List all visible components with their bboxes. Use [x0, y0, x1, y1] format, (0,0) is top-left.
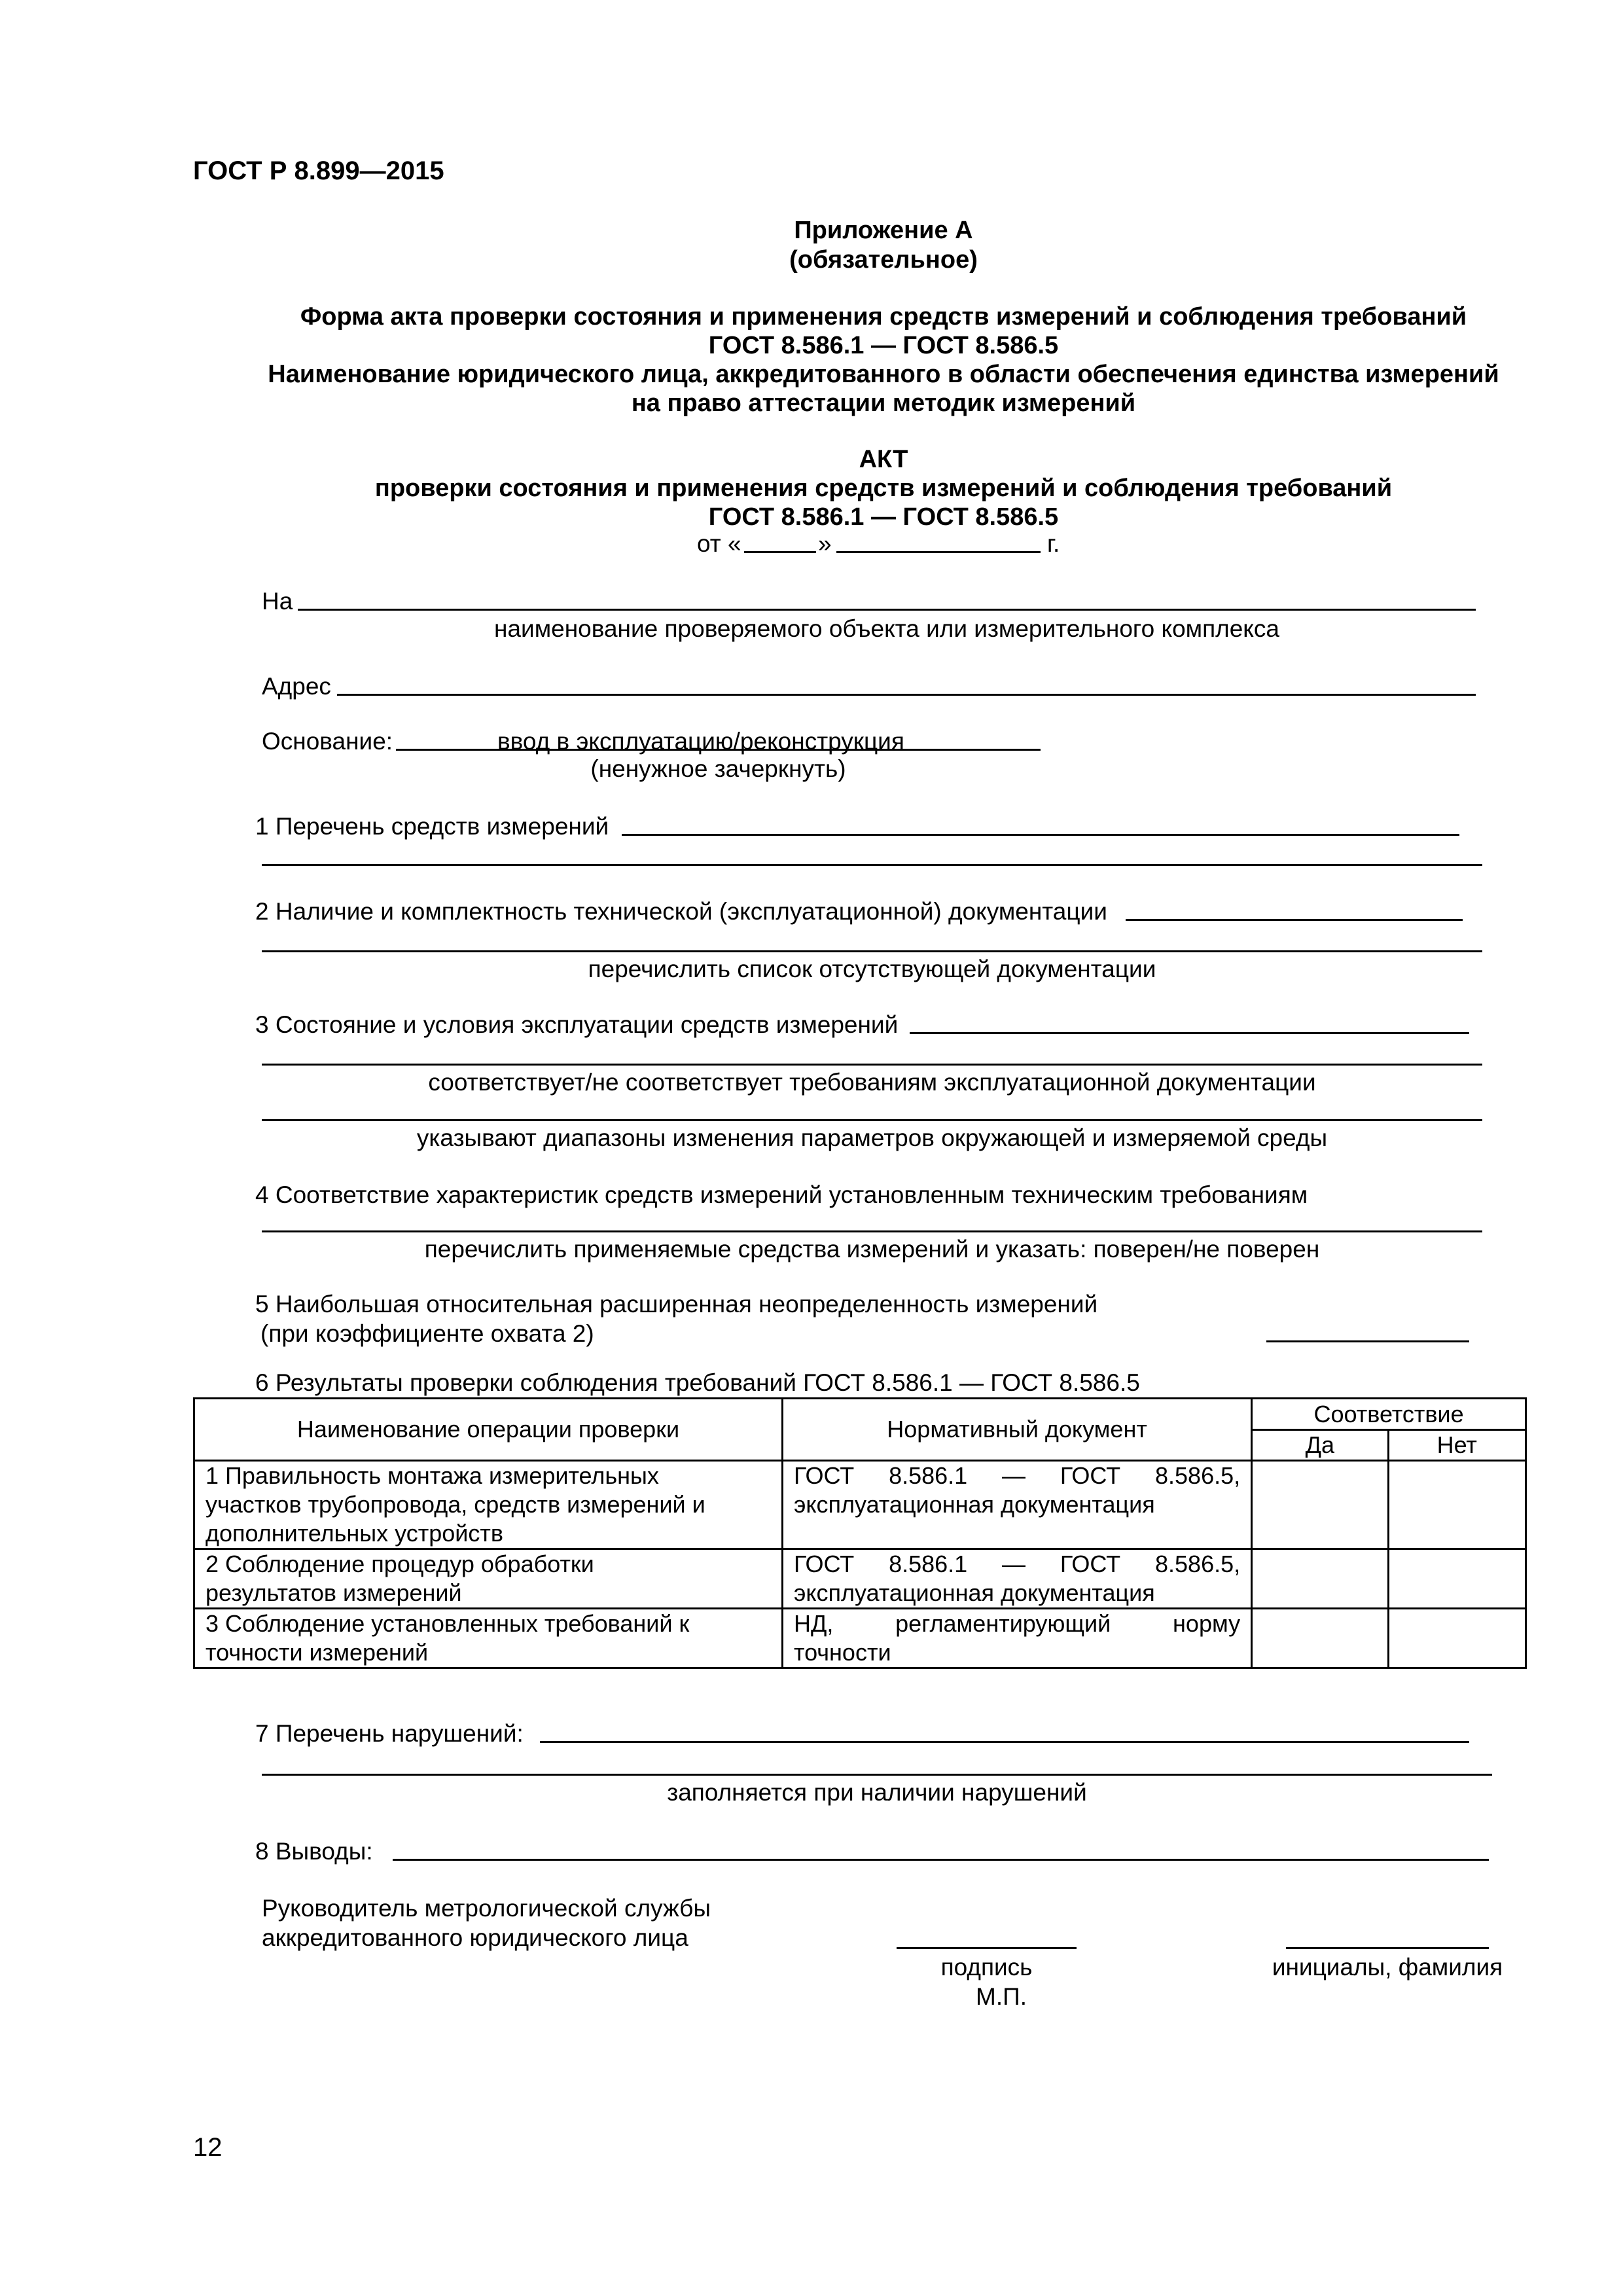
operation-cell: [194, 1461, 783, 1549]
col-yes-header: Да: [1252, 1430, 1388, 1461]
operation-line: 2 Соблюдение процедур обработки: [205, 1551, 594, 1577]
section-2-hint: перечислить список отсутствующей документации: [588, 956, 1156, 982]
document-line: эксплуатационная документация: [793, 1491, 1155, 1518]
appendix-title: Приложение А: [794, 217, 973, 244]
act-month-field[interactable]: [836, 551, 1041, 553]
form-title-line2: ГОСТ 8.586.1 — ГОСТ 8.586.5: [708, 332, 1059, 359]
address-label: Адрес: [262, 673, 331, 700]
document-cell: [782, 1609, 1251, 1668]
basis-label: Основание:: [262, 728, 393, 755]
no-cell[interactable]: [1388, 1609, 1525, 1668]
basis-value: ввод в эксплуатацию/реконструкция: [497, 728, 904, 755]
section-8-field[interactable]: [393, 1859, 1489, 1861]
act-date-prefix: от «: [697, 530, 741, 557]
act-date-suffix: г.: [1047, 530, 1060, 557]
section-5-label-line2: (при коэффициенте охвата 2): [260, 1320, 594, 1347]
no-cell[interactable]: [1388, 1549, 1525, 1609]
col-no-header: Нет: [1388, 1430, 1525, 1461]
section-3-hint-1: соответствует/не соответствует требованиям эксплуатационной документации: [428, 1069, 1316, 1096]
operation-line: 3 Соблюдение установленных требований к: [205, 1610, 690, 1637]
document-line: НД, регламентирующий норму: [793, 1610, 1241, 1637]
act-title-line2: ГОСТ 8.586.1 — ГОСТ 8.586.5: [708, 503, 1059, 531]
section-4-field[interactable]: [262, 1230, 1482, 1232]
results-table: [193, 1397, 1527, 1669]
act-title: АКТ: [859, 446, 908, 473]
yes-cell[interactable]: [1252, 1461, 1388, 1549]
section-5-field[interactable]: [1266, 1340, 1469, 1342]
col-document-header: Нормативный документ: [782, 1399, 1251, 1461]
initials-field[interactable]: [1286, 1947, 1489, 1949]
document-cell: [782, 1549, 1251, 1609]
no-cell[interactable]: [1388, 1461, 1525, 1549]
signature-role-line1: Руководитель метрологической службы: [262, 1895, 711, 1922]
section-1-label: 1 Перечень средств измерений: [255, 813, 609, 840]
table-row: [194, 1461, 1526, 1549]
section-2-label: 2 Наличие и комплектность технической (эксплуатационной) документации: [255, 898, 1107, 925]
stamp-label: М.П.: [976, 1983, 1027, 2010]
section-3-hint-2: указывают диапазоны изменения параметров окружающей и измеряемой среды: [416, 1124, 1328, 1151]
document-line: ГОСТ 8.586.1 — ГОСТ 8.586.5,: [793, 1462, 1241, 1489]
form-title-line4: на право аттестации методик измерений: [631, 389, 1136, 417]
signature-role-line2: аккредитованного юридического лица: [262, 1924, 688, 1951]
section-1-field-2[interactable]: [262, 864, 1482, 866]
operation-line: результатов измерений: [205, 1579, 462, 1606]
section-4-label: 4 Соответствие характеристик средств измерений установленным техническим требованиям: [255, 1181, 1308, 1208]
yes-cell[interactable]: [1252, 1609, 1388, 1668]
section-7-hint: заполняется при наличии нарушений: [667, 1779, 1087, 1806]
table-row: [194, 1549, 1526, 1609]
appendix-subtitle: (обязательное): [789, 246, 978, 274]
act-title-line1: проверки состояния и применения средств измерений и соблюдения требований: [374, 475, 1393, 502]
section-2-field-2[interactable]: [262, 950, 1482, 952]
form-title-line3: Наименование юридического лица, аккредитованного в области обеспечения единства измерений: [268, 361, 1499, 388]
document-line: ГОСТ 8.586.1 — ГОСТ 8.586.5,: [793, 1551, 1241, 1577]
section-1-field[interactable]: [622, 834, 1459, 836]
section-3-field-2[interactable]: [262, 1064, 1482, 1066]
initials-hint: инициалы, фамилия: [1272, 1954, 1503, 1981]
operation-line: дополнительных устройств: [205, 1520, 504, 1547]
act-day-field[interactable]: [744, 551, 816, 553]
section-8-label: 8 Выводы:: [255, 1838, 373, 1865]
col-operation-header: Наименование операции проверки: [194, 1399, 783, 1461]
signature-field[interactable]: [897, 1947, 1077, 1949]
standard-header: ГОСТ Р 8.899—2015: [193, 156, 444, 185]
col-compliance-header: Соответствие: [1252, 1399, 1526, 1430]
operation-cell: [194, 1549, 783, 1609]
table-row: [194, 1609, 1526, 1668]
section-6-label: 6 Результаты проверки соблюдения требований ГОСТ 8.586.1 — ГОСТ 8.586.5: [255, 1369, 1140, 1396]
basis-hint: (ненужное зачеркнуть): [590, 755, 846, 782]
signature-hint: подпись: [940, 1954, 1033, 1981]
section-7-label: 7 Перечень нарушений:: [255, 1720, 524, 1747]
act-date-mid: »: [818, 530, 832, 557]
document-line: точности: [793, 1639, 891, 1666]
operation-line: 1 Правильность монтажа измерительных: [205, 1462, 659, 1489]
operation-cell: [194, 1609, 783, 1668]
section-3-field[interactable]: [910, 1032, 1469, 1034]
section-4-hint: перечислить применяемые средства измерений и указать: поверен/не поверен: [424, 1236, 1320, 1263]
page-number: 12: [193, 2133, 223, 2162]
yes-cell[interactable]: [1252, 1549, 1388, 1609]
address-field[interactable]: [337, 694, 1476, 696]
document-cell: [782, 1461, 1251, 1549]
section-7-field-2[interactable]: [262, 1774, 1492, 1776]
object-name-hint: наименование проверяемого объекта или измерительного комплекса: [494, 615, 1279, 642]
section-2-field[interactable]: [1126, 919, 1463, 921]
form-title-line1: Форма акта проверки состояния и применения средств измерений и соблюдения требований: [300, 303, 1467, 331]
document-line: эксплуатационная документация: [793, 1579, 1155, 1606]
section-7-field[interactable]: [540, 1741, 1469, 1743]
section-3-label: 3 Состояние и условия эксплуатации средств измерений: [255, 1011, 899, 1038]
operation-line: точности измерений: [205, 1639, 429, 1666]
operation-line: участков трубопровода, средств измерений и: [205, 1491, 705, 1518]
section-3-field-3[interactable]: [262, 1119, 1482, 1121]
object-name-field[interactable]: [298, 609, 1476, 611]
section-5-label-line1: 5 Наибольшая относительная расширенная неопределенность измерений: [255, 1291, 1098, 1318]
na-label: На: [262, 588, 293, 615]
